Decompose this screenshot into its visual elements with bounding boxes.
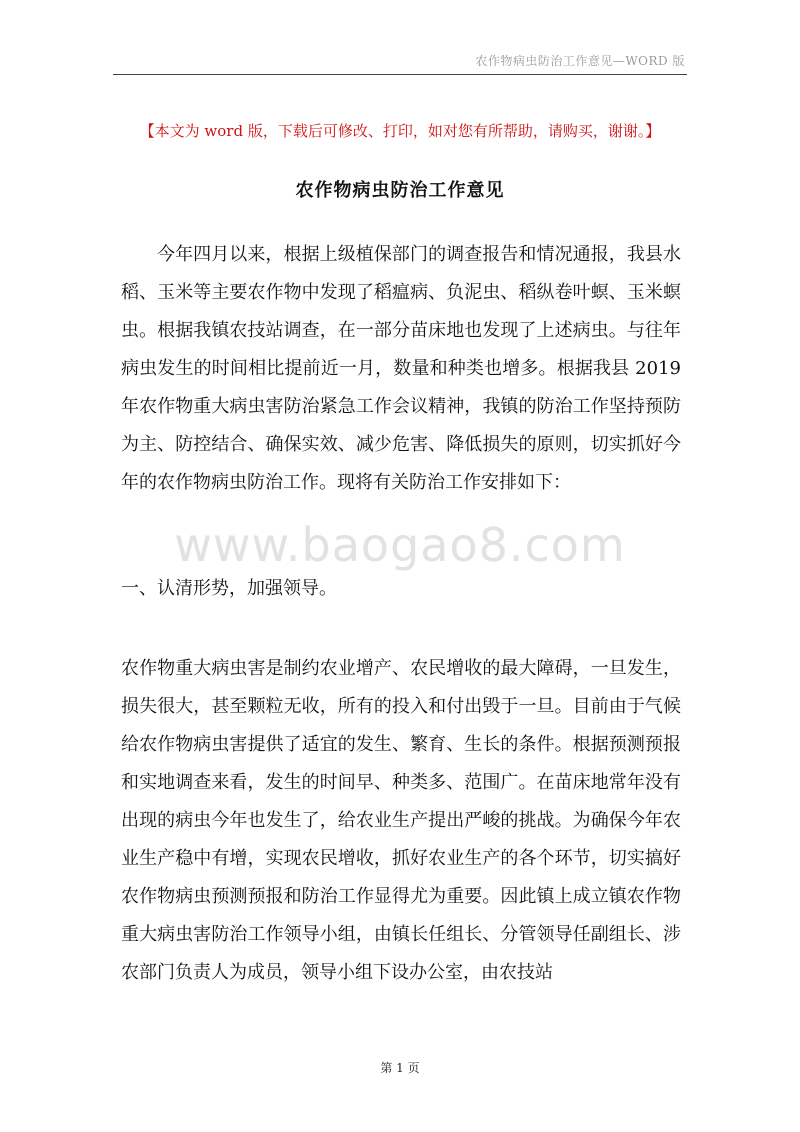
header-divider	[113, 74, 687, 75]
purchase-notice: 【本文为 word 版，下载后可修改、打印，如对您有所帮助，请购买，谢谢。】	[139, 122, 661, 140]
intro-paragraph: 今年四月以来，根据上级植保部门的调查报告和情况通报，我县水稻、玉米等主要农作物中发现了稻瘟病、负泥虫、稻纵卷叶螟、玉米螟虫。根据我镇农技站调查，在一部分苗床地也发现了上述病虫。与往年病虫发生的时间相比提前近一月，数量和种类也增多。根据我县 2019 年农作物重大病虫害防治紧急工作会议精神，我镇的防治工作坚持预防为主、防控结合、确保实效、减少危害、降低损失的原则，切实抓好今年的农作物病虫防治工作。现将有关防治工作安排如下：	[121, 244, 681, 493]
page-header-title: 农作物病虫防治工作意见—WORD 版	[475, 54, 685, 68]
section-heading: 一、认清形势，加强领导。	[121, 578, 337, 599]
site-watermark: www.baogao8.com	[174, 518, 626, 572]
section-paragraph: 农作物重大病虫害是制约农业增产、农民增收的最大障碍，一旦发生，损失很大，甚至颗粒无收，所有的投入和付出毁于一旦。目前由于气候给农作物病虫害提供了适宜的发生、繁育、生长的条件。根据预测预报和实地调查来看，发生的时间早、种类多、范围广。在苗床地常年没有出现的病虫今年也发生了，给农业生产提出严峻的挑战。为确保今年农业生产稳中有增，实现农民增收，抓好农业生产的各个环节，切实搞好农作物病虫预测预报和防治工作显得尤为重要。因此镇上成立镇农作物重大病虫害防治工作领导小组，由镇长任组长、分管领导任副组长、涉农部门负责人为成员，领导小组下设办公室，由农技站	[121, 658, 681, 983]
document-title: 农作物病虫防治工作意见	[295, 180, 505, 201]
page-number: 第 1 页	[380, 1061, 420, 1075]
